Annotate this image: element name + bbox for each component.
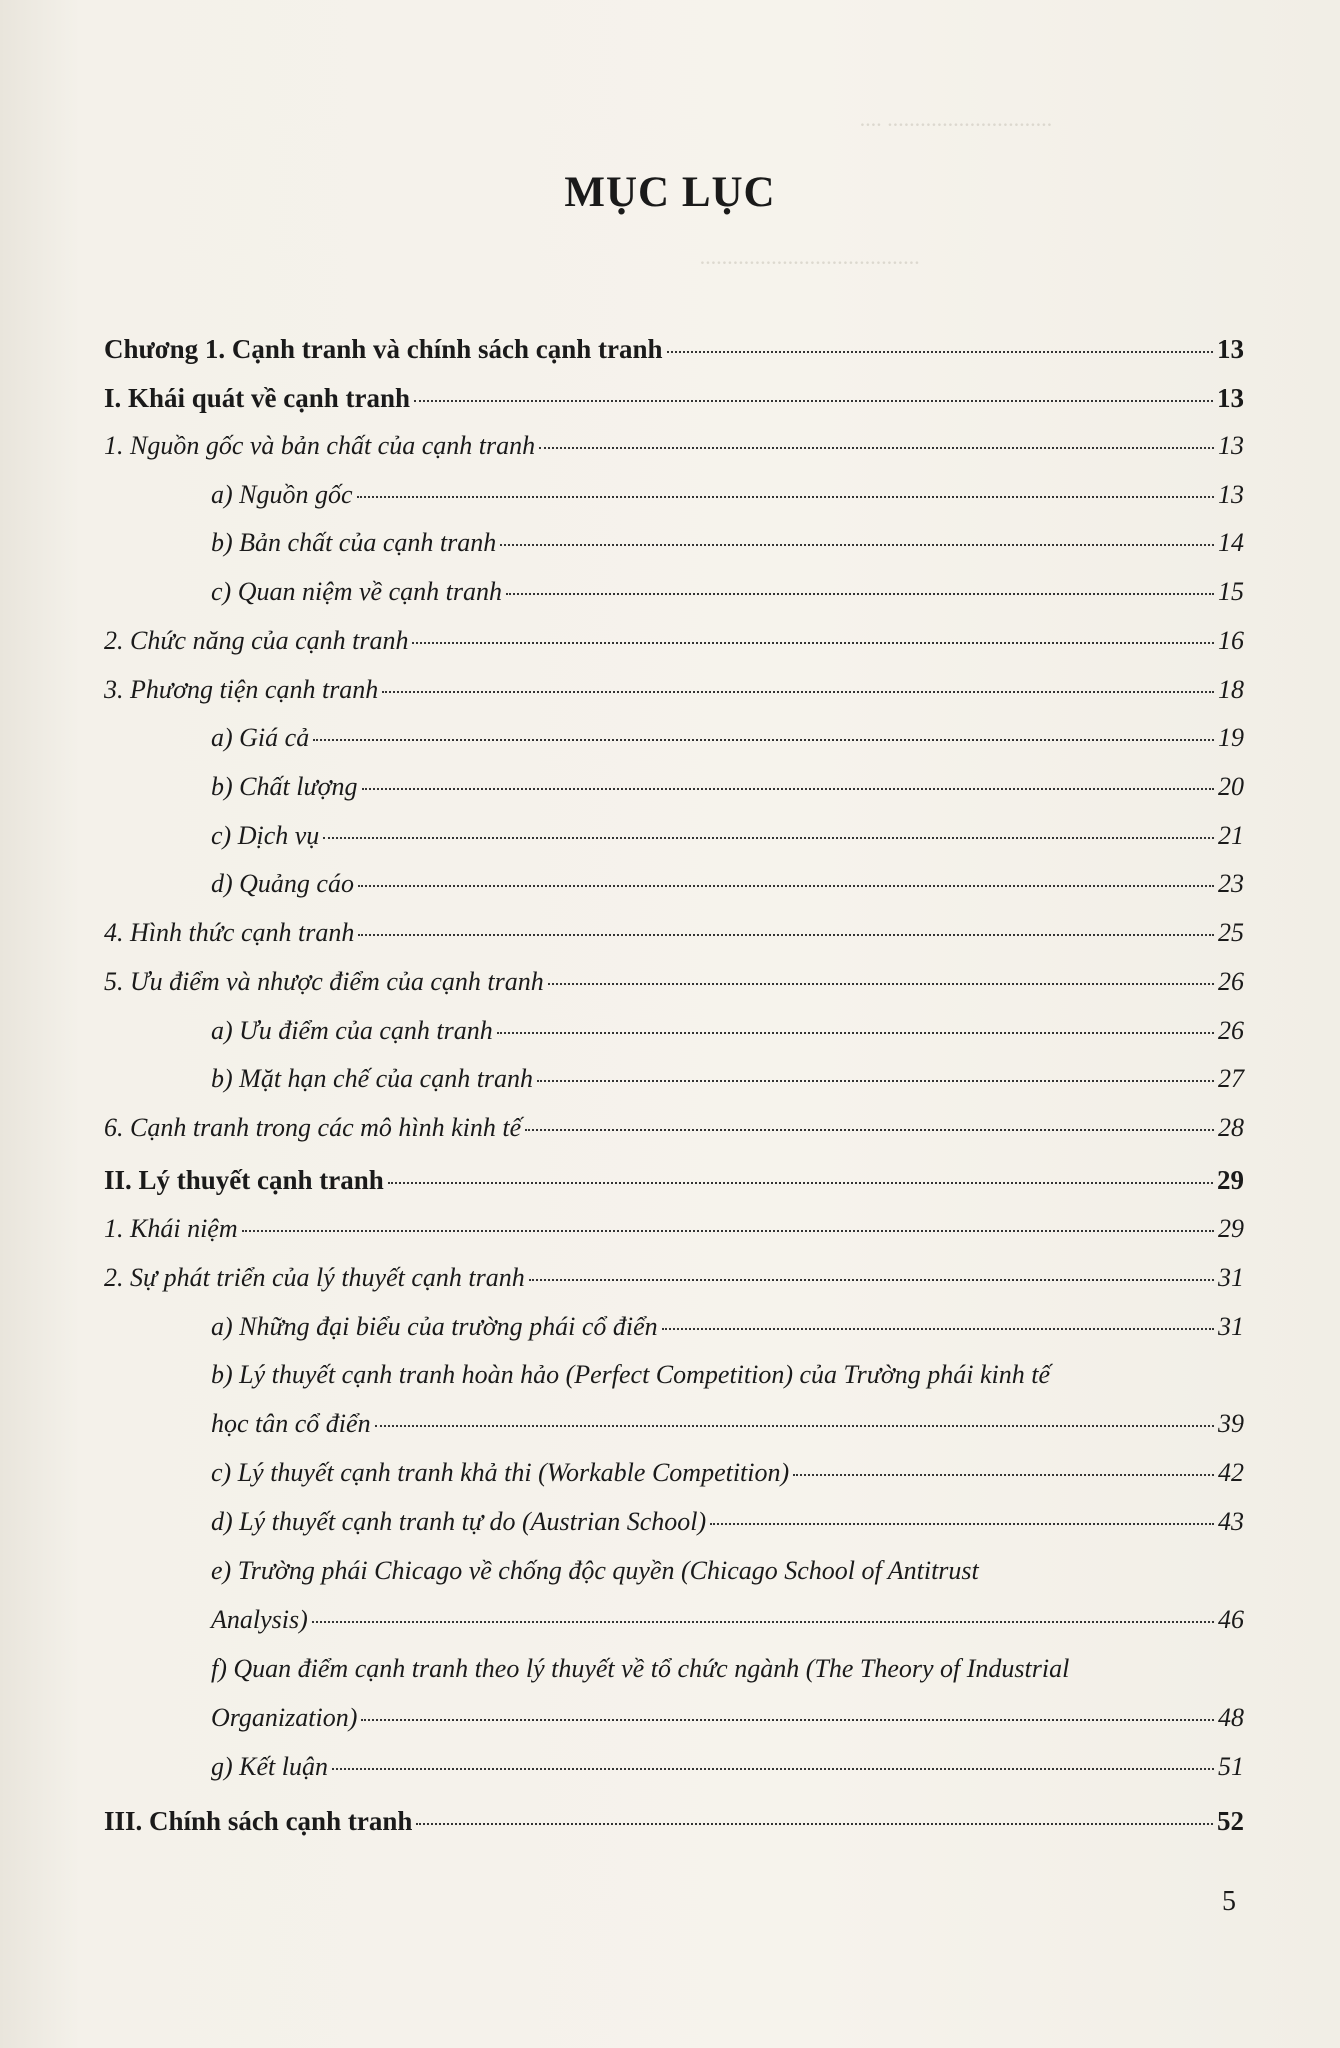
toc-leader <box>539 447 1214 449</box>
toc-entry <box>211 821 1244 851</box>
toc-leader <box>529 1279 1214 1281</box>
toc-leader <box>358 885 1214 887</box>
toc-entry-page: 21 <box>1218 821 1244 850</box>
toc-entry <box>104 431 1244 461</box>
toc-entry-page: 43 <box>1218 1507 1244 1536</box>
toc-entry-title: e) Trường phái Chicago về chống độc quyền (Chicago School of Antitrust <box>211 1556 979 1585</box>
toc-entry <box>104 1263 1244 1293</box>
toc-entry <box>211 1752 1244 1782</box>
toc-entry <box>211 1409 1244 1439</box>
toc-leader <box>537 1080 1214 1082</box>
toc-entry-page: 26 <box>1218 967 1244 996</box>
toc-entry-page: 28 <box>1218 1113 1244 1142</box>
toc-entry <box>211 1507 1244 1537</box>
toc-leader <box>500 544 1214 546</box>
toc-entry <box>211 723 1244 753</box>
toc-leader <box>312 1621 1214 1623</box>
toc-entry-page: 23 <box>1218 869 1244 898</box>
toc-leader <box>357 496 1214 498</box>
toc-leader <box>710 1523 1214 1525</box>
toc-entry <box>211 1703 1244 1733</box>
toc-entry-page: 19 <box>1218 723 1244 752</box>
toc-entry <box>104 1214 1244 1244</box>
toc-entry-title: 1. Nguồn gốc và bản chất của cạnh tranh <box>104 431 536 460</box>
toc-entry <box>104 626 1244 656</box>
toc-leader <box>362 788 1214 790</box>
toc-entry-page: 48 <box>1218 1703 1244 1732</box>
toc-entry-page: 25 <box>1218 918 1244 947</box>
toc-entry <box>211 1312 1244 1342</box>
toc-entry-title: I. Khái quát về cạnh tranh <box>104 383 411 413</box>
toc-entry-page: 13 <box>1217 383 1244 413</box>
toc-entry-page: 46 <box>1218 1605 1244 1634</box>
toc-entry-page: 29 <box>1218 1214 1244 1243</box>
toc-entry-page: 18 <box>1218 675 1244 704</box>
toc-entry-title: 2. Sự phát triển của lý thuyết cạnh tranh <box>104 1263 525 1292</box>
toc-entry-page: 26 <box>1218 1016 1244 1045</box>
toc-leader <box>375 1425 1214 1427</box>
toc-entry <box>104 1165 1244 1195</box>
toc-entry-page: 13 <box>1218 480 1244 509</box>
toc-leader <box>414 400 1213 402</box>
bleed-through-text: ········································ <box>700 250 920 275</box>
toc-entry-title: a) Những đại biểu của trường phái cổ điển <box>211 1312 658 1341</box>
toc-entry <box>211 1016 1244 1046</box>
toc-entry <box>104 675 1244 705</box>
page-title: MỤC LỤC <box>564 169 776 216</box>
toc-entry-title: d) Lý thuyết cạnh tranh tự do (Austrian School) <box>211 1507 707 1536</box>
toc-leader <box>793 1474 1214 1476</box>
toc-entry-title: 2. Chức năng của cạnh tranh <box>104 626 409 655</box>
toc-entry-title: c) Quan niệm về cạnh tranh <box>211 577 502 606</box>
toc-entry <box>211 528 1244 558</box>
toc-entry-page: 31 <box>1218 1312 1244 1341</box>
toc-entry-title: a) Ưu điểm của cạnh tranh <box>211 1016 493 1045</box>
toc-entry-title-continued: Organization) <box>211 1703 358 1732</box>
toc-leader <box>497 1032 1214 1034</box>
toc-entry <box>104 1806 1244 1836</box>
toc-entry <box>104 918 1244 948</box>
toc-entry <box>104 1113 1244 1143</box>
toc-leader <box>525 1129 1214 1131</box>
toc-leader <box>323 837 1214 839</box>
toc-entry-page: 15 <box>1218 577 1244 606</box>
toc-entry <box>104 383 1244 413</box>
toc-leader <box>361 1719 1214 1721</box>
toc-entry-title: b) Lý thuyết cạnh tranh hoàn hảo (Perfect Competition) của Trường phái kinh tế <box>211 1360 1050 1389</box>
toc-entry-title: d) Quảng cáo <box>211 869 354 898</box>
toc-entry-page: 51 <box>1218 1752 1244 1781</box>
toc-leader <box>382 691 1214 693</box>
toc-entry <box>211 1064 1244 1094</box>
page-number: 5 <box>1222 1886 1236 1917</box>
toc-leader <box>506 593 1214 595</box>
toc-entry-page: 31 <box>1218 1263 1244 1292</box>
bleed-through-text: ······························ ···· <box>860 112 1053 137</box>
toc-entry-page: 29 <box>1217 1165 1244 1195</box>
toc-entry-page: 13 <box>1218 431 1244 460</box>
toc-entry-title: g) Kết luận <box>211 1752 328 1781</box>
toc-leader <box>412 642 1214 644</box>
toc-leader <box>662 1328 1214 1330</box>
toc-entry <box>211 480 1244 510</box>
toc-entry-page: 20 <box>1218 772 1244 801</box>
toc-leader <box>358 934 1214 936</box>
toc-entry-title: a) Giá cả <box>211 723 310 752</box>
toc-leader <box>667 351 1213 353</box>
toc-leader <box>242 1230 1214 1232</box>
toc-entry-page: 14 <box>1218 528 1244 557</box>
toc-entry-title: a) Nguồn gốc <box>211 480 353 509</box>
toc-entry-title: Chương 1. Cạnh tranh và chính sách cạnh tranh <box>104 334 663 364</box>
toc-entry-title: 4. Hình thức cạnh tranh <box>104 918 355 947</box>
toc-entry-title: 1. Khái niệm <box>104 1214 238 1243</box>
toc-entry-page: 52 <box>1217 1806 1244 1836</box>
toc-leader <box>388 1182 1213 1184</box>
toc-entry-title: f) Quan điểm cạnh tranh theo lý thuyết về tổ chức ngành (The Theory of Industrial <box>211 1654 1070 1683</box>
toc-entry-title: c) Dịch vụ <box>211 821 320 850</box>
toc-entry-title: 6. Cạnh tranh trong các mô hình kinh tế <box>104 1113 522 1142</box>
toc-entry-title: c) Lý thuyết cạnh tranh khả thi (Workable Competition) <box>211 1458 790 1487</box>
toc-entry-title: b) Bản chất của cạnh tranh <box>211 528 497 557</box>
toc-entry <box>211 1458 1244 1488</box>
toc-entry-title: III. Chính sách cạnh tranh <box>104 1806 413 1836</box>
toc-entry-title: II. Lý thuyết cạnh tranh <box>104 1165 384 1195</box>
toc-leader <box>332 1768 1214 1770</box>
toc-leader <box>313 739 1214 741</box>
toc-entry-page: 39 <box>1218 1409 1244 1438</box>
toc-leader <box>416 1823 1213 1825</box>
toc-entry <box>211 772 1244 802</box>
toc-entry-page: 27 <box>1218 1064 1244 1093</box>
toc-entry <box>211 869 1244 899</box>
toc-leader <box>548 983 1214 985</box>
toc-entry-page: 13 <box>1217 334 1244 364</box>
toc-entry <box>104 334 1244 364</box>
toc-entry <box>211 577 1244 607</box>
toc-entry-title: b) Mặt hạn chế của cạnh tranh <box>211 1064 534 1093</box>
toc-entry-title: b) Chất lượng <box>211 772 358 801</box>
toc-entry-title: 3. Phương tiện cạnh tranh <box>104 675 379 704</box>
toc-entry <box>211 1605 1244 1635</box>
toc-entry-page: 16 <box>1218 626 1244 655</box>
toc-entry-title-continued: Analysis) <box>211 1605 308 1634</box>
toc-entry-title: 5. Ưu điểm và nhược điểm của cạnh tranh <box>104 967 544 996</box>
toc-entry <box>104 967 1244 997</box>
toc-entry-page: 42 <box>1218 1458 1244 1487</box>
toc-entry-title-continued: học tân cổ điển <box>211 1409 371 1438</box>
